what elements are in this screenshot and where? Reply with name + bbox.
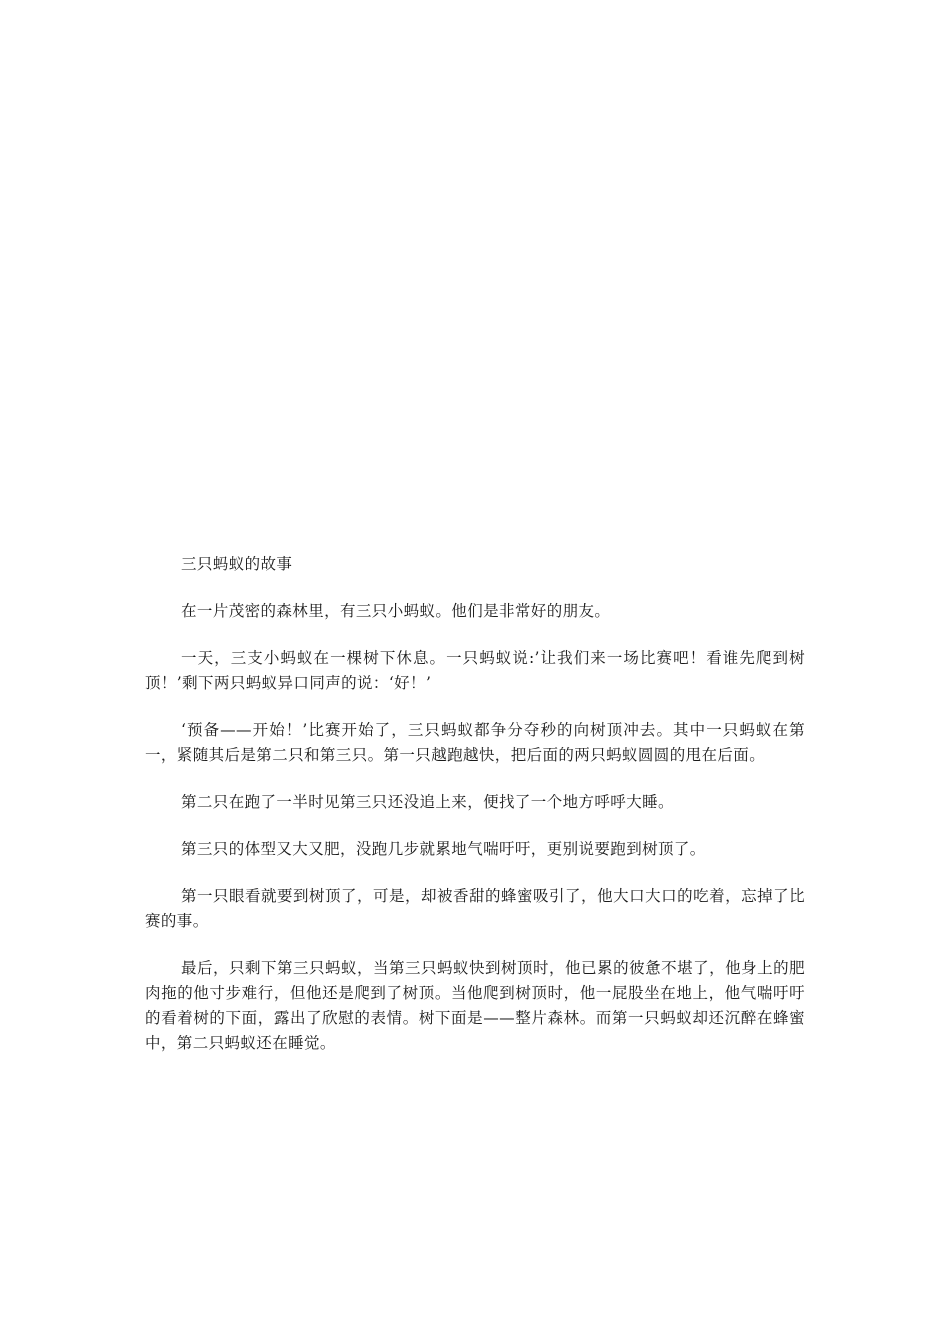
- paragraph-1: 在一片茂密的森林里，有三只小蚂蚁。他们是非常好的朋友。: [181, 602, 611, 620]
- paragraph-5: 第三只的体型又大又肥，没跑几步就累地气喘吁吁，更别说要跑到树顶了。: [181, 840, 706, 858]
- paragraph-3: ‘预备——开始！’比赛开始了，三只蚂蚁都争分夺秒的向树顶冲去。其中一只蚂蚁在第一，紧随其后是第二只和第三只。第一只越跑越快，把后面的两只蚂蚁圆圆的甩在后面。: [145, 721, 805, 764]
- paragraph-7: 最后，只剩下第三只蚂蚁，当第三只蚂蚁快到树顶时，他已累的彼惫不堪了，他身上的肥肉拖的他寸步难行，但他还是爬到了树顶。当他爬到树顶时，他一屁股坐在地上，他气喘吁吁的看着树的下面，露出了欣慰的表情。树下面是——整片森林。而第一只蚂蚁却还沉醉在蜂蜜中，第二只蚂蚁还在睡觉。: [145, 959, 805, 1052]
- paragraph-2: 一天，三支小蚂蚁在一棵树下休息。一只蚂蚁说:’让我们来一场比赛吧！看谁先爬到树顶！’剩下两只蚂蚁异口同声的说：‘好！’: [145, 649, 805, 692]
- document-body: [145, 552, 805, 1078]
- paragraph-6: 第一只眼看就要到树顶了，可是，却被香甜的蜂蜜吸引了，他大口大口的吃着，忘掉了比赛的事。: [145, 887, 805, 930]
- paragraph-4: 第二只在跑了一半时见第三只还没追上来，便找了一个地方呼呼大睡。: [181, 793, 674, 811]
- story-title: 三只蚂蚁的故事: [181, 555, 293, 573]
